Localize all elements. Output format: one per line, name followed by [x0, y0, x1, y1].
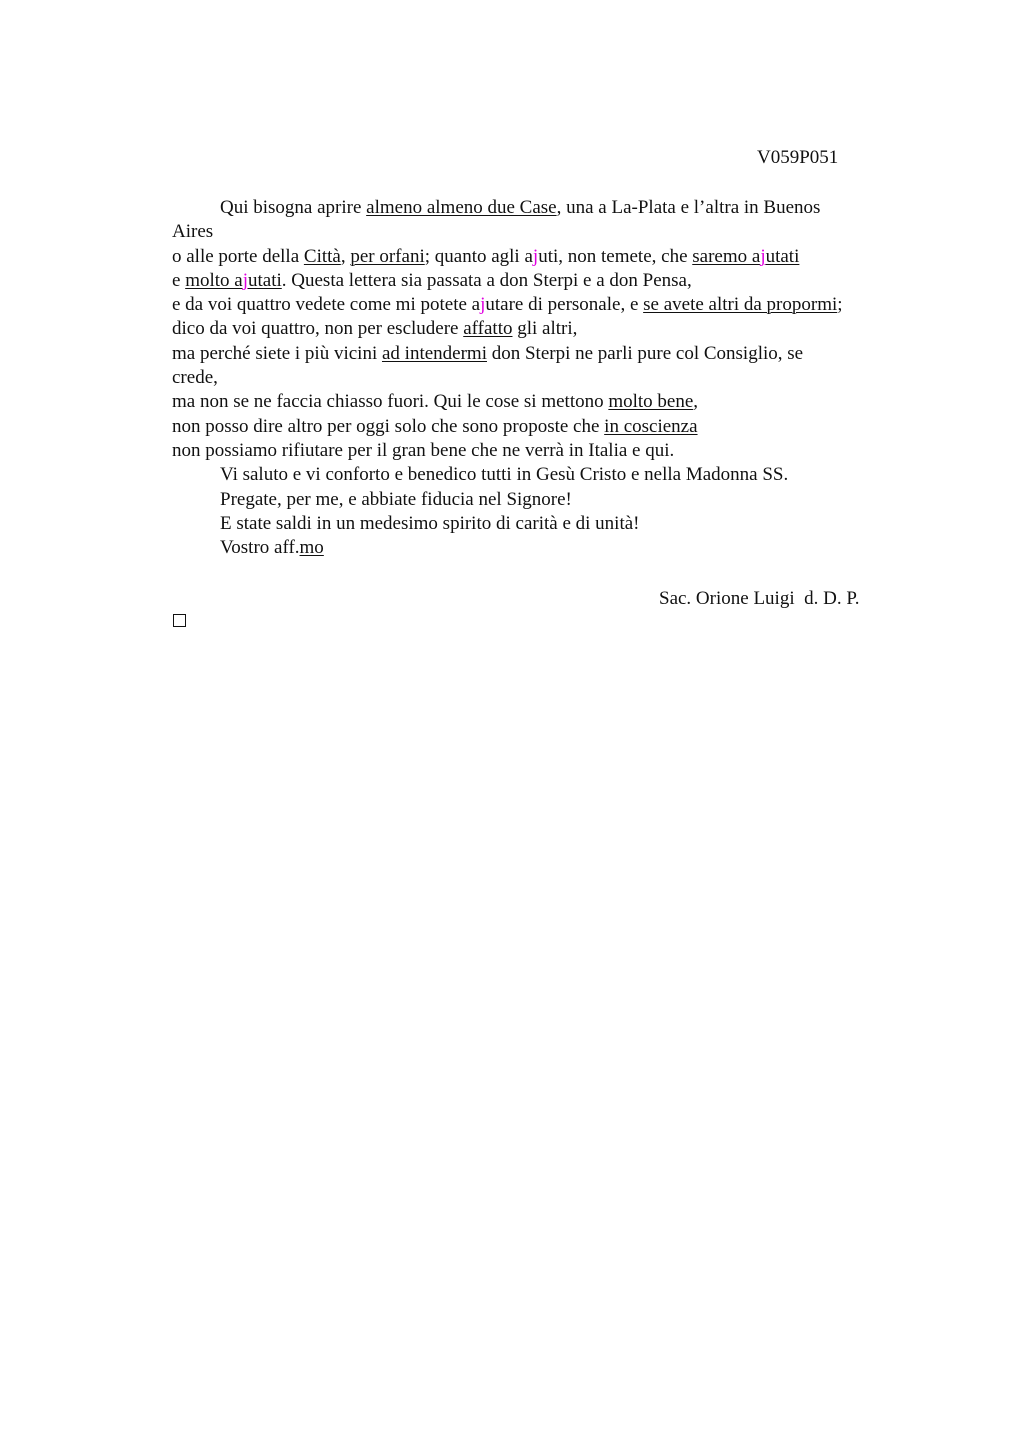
- text-segment: Pregate, per me, e abbiate fiducia nel Signore!: [220, 488, 572, 510]
- empty-square-icon: [173, 614, 186, 627]
- underlined-text: Città: [303, 245, 341, 267]
- text-segment: Vi saluto e vi conforto e benedico tutti in Gesù Cristo e nella Madonna SS.: [220, 464, 789, 486]
- underlined-text: utati: [248, 269, 282, 291]
- highlighted-letter: j: [760, 245, 766, 267]
- text-segment: non posso dire altro per oggi solo che sono proposte che: [172, 415, 605, 437]
- letter-line-11: [172, 439, 912, 463]
- underlined-text: se avete altri da propormi: [643, 294, 838, 316]
- highlighted-letter: j: [242, 269, 248, 291]
- letter-line-14: [172, 512, 912, 536]
- underlined-text: saremo a: [692, 245, 761, 267]
- letter-line-10: [172, 415, 912, 439]
- text-segment: don Sterpi ne parli pure col Consiglio, se: [486, 342, 804, 364]
- text-segment: e da voi quattro vedete come mi potete a: [172, 294, 481, 316]
- text-segment: Aires: [172, 221, 214, 243]
- letter-line-1: [172, 196, 912, 220]
- letter-line-2: [172, 220, 912, 244]
- letter-line-4: [172, 269, 912, 293]
- text-segment: ma perché siete i più vicini: [172, 342, 382, 364]
- letter-line-13: [172, 488, 912, 512]
- text-segment: non possiamo rifiutare per il gran bene che ne verrà in Italia e qui.: [172, 439, 675, 461]
- letter-line-12: [172, 463, 912, 487]
- letter-line-7: [172, 342, 912, 366]
- text-segment: utare di personale, e: [485, 294, 644, 316]
- letter-line-6: [172, 317, 912, 341]
- text-segment: ma non se ne faccia chiasso fuori. Qui le cose si mettono: [172, 391, 609, 413]
- underlined-text: mo: [299, 537, 324, 559]
- underlined-text: almeno almeno due Case: [366, 197, 557, 218]
- highlighted-letter: j: [532, 245, 539, 267]
- letter-line-8: [172, 366, 912, 390]
- text-segment: ,: [693, 391, 699, 413]
- text-segment: . Questa lettera sia passata a don Sterpi e a don Pensa,: [281, 269, 692, 291]
- text-segment: ,: [340, 245, 351, 267]
- letter-line-5: [172, 293, 912, 317]
- signature: Sac. Orione Luigi d. D. P.: [659, 588, 860, 609]
- text-segment: Qui bisogna aprire: [220, 197, 367, 218]
- text-segment: ;: [837, 294, 843, 316]
- text-segment: uti, non temete, che: [538, 245, 693, 267]
- underlined-text: molto bene: [608, 391, 694, 413]
- underlined-text: molto a: [185, 269, 243, 291]
- underlined-text: per orfani: [350, 245, 425, 267]
- text-segment: crede,: [172, 367, 218, 389]
- text-segment: , una a La-Plata e l’altra in Buenos: [556, 197, 821, 218]
- text-segment: o alle porte della: [172, 245, 304, 267]
- highlighted-letter: j: [480, 294, 486, 316]
- underlined-text: utati: [765, 245, 800, 267]
- page-code: V059P051: [757, 147, 839, 168]
- letter-line-3: [172, 245, 912, 269]
- underlined-text: in coscienza: [604, 415, 698, 437]
- text-segment: E state saldi in un medesimo spirito di carità e di unità!: [220, 512, 640, 534]
- letter-line-9: [172, 390, 912, 414]
- text-segment: gli altri,: [512, 318, 578, 340]
- letter-line-15: [172, 536, 912, 560]
- text-segment: e: [172, 269, 186, 291]
- underlined-text: affatto: [463, 318, 513, 340]
- letter-body: [172, 196, 912, 560]
- text-segment: dico da voi quattro, non per escludere: [172, 318, 464, 340]
- underlined-text: ad intendermi: [381, 342, 487, 364]
- text-segment: Vostro aff.: [220, 537, 300, 559]
- text-segment: ; quanto agli a: [424, 245, 533, 267]
